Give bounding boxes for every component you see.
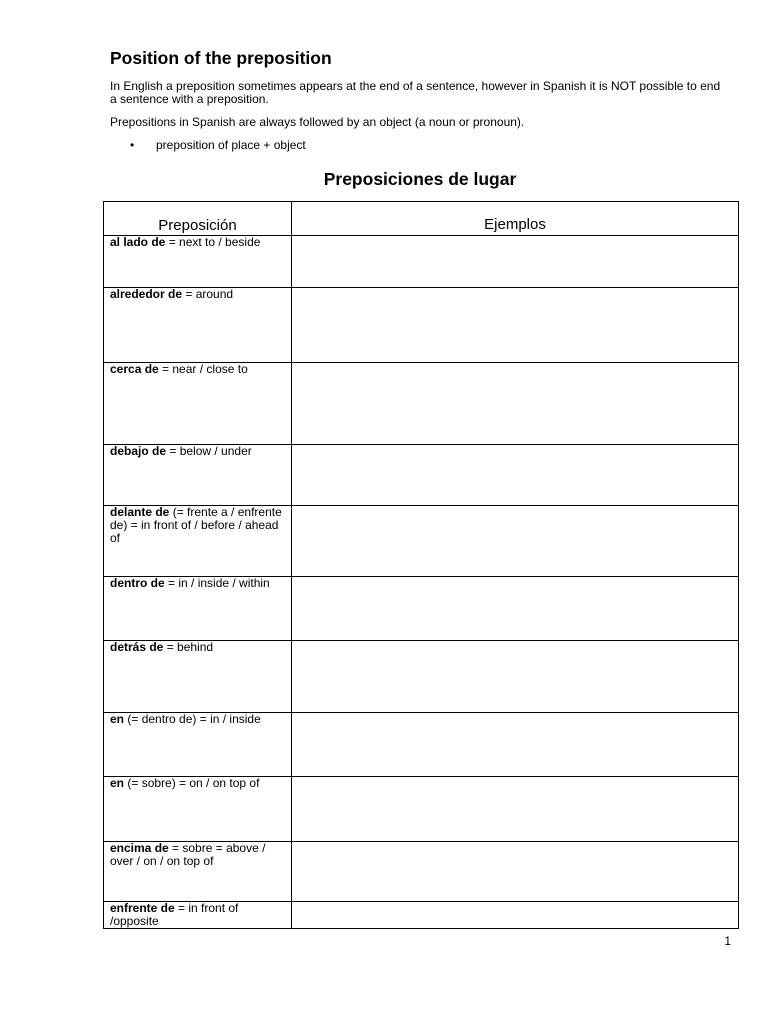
table-row xyxy=(104,363,739,445)
preposition-term: al lado de xyxy=(110,235,166,249)
preposition-term: enfrente de xyxy=(110,901,175,915)
preposition-cell xyxy=(104,363,292,445)
example-cell[interactable] xyxy=(292,445,739,506)
table-row xyxy=(104,445,739,506)
bullet-item xyxy=(130,139,306,152)
preposition-meaning: (= sobre) = on / on top of xyxy=(124,776,260,790)
example-cell[interactable] xyxy=(292,577,739,641)
preposition-term: delante de xyxy=(110,505,170,519)
header-examples-label: Ejemplos xyxy=(484,216,546,233)
preposition-cell xyxy=(104,842,292,902)
table-row xyxy=(104,577,739,641)
header-preposition xyxy=(104,202,292,236)
preposition-cell xyxy=(104,713,292,777)
example-cell[interactable] xyxy=(292,506,739,577)
preposition-cell xyxy=(104,288,292,363)
header-preposition-label: Preposición xyxy=(158,217,237,234)
table-row xyxy=(104,288,739,363)
example-cell[interactable] xyxy=(292,842,739,902)
preposition-meaning: = in front of /opposite xyxy=(110,901,239,928)
table-row xyxy=(104,506,739,577)
preposition-meaning: = next to / beside xyxy=(165,235,261,249)
preposition-cell xyxy=(104,902,292,929)
preposition-term: debajo de xyxy=(110,444,167,458)
bullet-list xyxy=(130,139,306,152)
intro-paragraph: In English a preposition sometimes appears at the end of a sentence, however in Spanish it is NOT possible to end a sentence with a preposition. xyxy=(110,79,721,106)
example-cell[interactable] xyxy=(292,902,739,929)
preposition-term: detrás de xyxy=(110,640,164,654)
example-cell[interactable] xyxy=(292,777,739,842)
preposition-term: alrededor de xyxy=(110,287,183,301)
page-title: Position of the preposition xyxy=(110,48,332,68)
preposition-meaning: (= frente a / enfrente de) = in front of / before / ahead of xyxy=(110,505,282,545)
page-number: 1 xyxy=(724,934,731,948)
header-examples xyxy=(292,202,739,236)
preposition-cell xyxy=(104,236,292,288)
example-cell[interactable] xyxy=(292,236,739,288)
prepositions-table xyxy=(103,201,739,929)
preposition-term: encima de xyxy=(110,841,169,855)
preposition-meaning: = around xyxy=(182,287,234,301)
bullet-icon: • xyxy=(130,138,135,152)
table-row xyxy=(104,842,739,902)
table-row xyxy=(104,777,739,842)
preposition-term: dentro de xyxy=(110,576,165,590)
preposition-meaning: = below / under xyxy=(166,444,252,458)
table-row xyxy=(104,641,739,713)
preposition-cell xyxy=(104,577,292,641)
table-header-row xyxy=(104,202,739,236)
preposition-cell xyxy=(104,445,292,506)
preposition-meaning: = near / close to xyxy=(158,362,248,376)
preposition-meaning: = sobre = above / over / on / on top of xyxy=(110,841,266,868)
preposition-term: en xyxy=(110,776,125,790)
section-title: Preposiciones de lugar xyxy=(323,169,517,189)
preposition-term: cerca de xyxy=(110,362,159,376)
table-row xyxy=(104,713,739,777)
table-row xyxy=(104,902,739,929)
preposition-cell xyxy=(104,777,292,842)
example-cell[interactable] xyxy=(292,363,739,445)
bullet-text: preposition of place + object xyxy=(156,138,306,152)
preposition-meaning: = behind xyxy=(163,640,214,654)
preposition-cell xyxy=(104,641,292,713)
preposition-cell xyxy=(104,506,292,577)
table-row xyxy=(104,236,739,288)
preposition-term: en xyxy=(110,712,125,726)
preposition-meaning: (= dentro de) = in / inside xyxy=(124,712,261,726)
example-cell[interactable] xyxy=(292,641,739,713)
object-paragraph: Prepositions in Spanish are always followed by an object (a noun or pronoun). xyxy=(110,115,525,129)
example-cell[interactable] xyxy=(292,713,739,777)
example-cell[interactable] xyxy=(292,288,739,363)
preposition-meaning: = in / inside / within xyxy=(164,576,270,590)
